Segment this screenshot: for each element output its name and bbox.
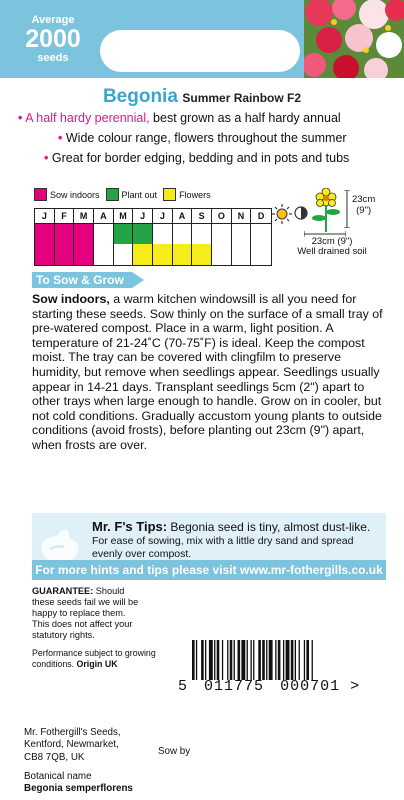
calendar-month-5	[114, 209, 134, 265]
product-name: Begonia	[102, 86, 178, 107]
barcode-bar	[283, 640, 284, 680]
plant-spread: 23cm (9")	[311, 236, 353, 247]
guarantee-label: GUARANTEE:	[32, 586, 94, 596]
calendar-month-label: O	[212, 209, 231, 224]
legend-swatch-plant	[106, 188, 119, 201]
barcode-end-mark: >	[350, 678, 361, 695]
seed-count-badge	[8, 14, 98, 64]
barcode-bar	[266, 640, 267, 680]
barcode-bar	[306, 640, 309, 680]
plant-height-cm: 23cm	[352, 194, 376, 205]
tips-title: Mr. F's Tips:	[92, 519, 168, 534]
botanical-name	[24, 771, 133, 796]
barcode-digits-right: 000701	[280, 678, 341, 695]
calendar-month-10	[212, 209, 232, 265]
legend-flowers	[163, 188, 211, 201]
calendar-cell	[55, 223, 74, 265]
barcode-bar	[217, 640, 220, 680]
tips-heading	[92, 519, 370, 534]
address-line-3: CB8 7QB, UK	[24, 751, 85, 763]
barcode-bar	[278, 640, 281, 680]
seed-count-label-bottom: seeds	[37, 52, 69, 64]
bullet-1-text: best grown as a half hardy annual	[149, 111, 341, 125]
barcode-bar	[312, 640, 313, 680]
barcode-bar	[238, 640, 241, 680]
calendar-month-2	[55, 209, 75, 265]
calendar-month-label: M	[74, 209, 93, 224]
plant-info	[272, 186, 392, 266]
bullet-1: • A half hardy perennial, best grown as a half hardy annual	[18, 111, 341, 125]
barcode-bar	[291, 640, 294, 680]
calendar-legend	[34, 188, 211, 201]
calendar-cell	[192, 244, 211, 265]
legend-swatch-sow	[34, 188, 47, 201]
legend-plant-out	[106, 188, 158, 201]
plant-spread-soil	[272, 237, 392, 257]
guarantee-text: Should these seeds fail we will be happy to replace them. This does not affect your statutory rights.	[32, 586, 139, 640]
sun-icon	[272, 204, 292, 224]
barcode-digit-prefix: 5	[178, 678, 189, 695]
legend-label-plant: Plant out	[121, 189, 158, 200]
barcode-bar	[192, 640, 195, 680]
legend-sow-indoors	[34, 188, 100, 201]
barcode-bar	[234, 640, 235, 680]
partial-shade-icon	[294, 206, 308, 220]
barcode-bar	[209, 640, 213, 680]
calendar-month-4	[94, 209, 114, 265]
barcode-bar	[214, 640, 215, 680]
seed-count-label-top: Average	[31, 14, 75, 26]
barcode-bar	[275, 640, 276, 680]
calendar-month-8	[173, 209, 193, 265]
barcode-bar	[299, 640, 300, 680]
calendar-cell	[35, 223, 54, 265]
calendar-cell	[153, 244, 172, 265]
barcode-bar	[222, 640, 223, 680]
sow-grow-header: To Sow & Grow	[32, 272, 132, 288]
calendar-month-label: N	[232, 209, 251, 224]
calendar-month-3	[74, 209, 94, 265]
legend-swatch-flowers	[163, 188, 176, 201]
legend-label-sow: Sow indoors	[50, 189, 100, 200]
seed-count-number: 2000	[25, 25, 81, 53]
barcode-bar	[295, 640, 296, 680]
barcode-bar	[227, 640, 228, 680]
more-tips-bar: For more hints and tips please visit www.mr-fothergills.co.uk	[32, 560, 386, 580]
calendar-month-12	[251, 209, 271, 265]
calendar-cell	[133, 223, 152, 244]
performance-text: Performance subject to growing conditions.	[32, 648, 156, 669]
calendar-month-label: J	[153, 209, 172, 224]
plant-height-in: (9")	[356, 205, 372, 216]
calendar-month-label: J	[133, 209, 152, 224]
calendar-month-label: J	[35, 209, 54, 224]
legend-label-flowers: Flowers	[179, 189, 211, 200]
bullet-1-highlight: A half hardy perennial,	[25, 111, 150, 125]
flower-photo	[304, 0, 404, 78]
calendar-cell	[133, 244, 152, 265]
barcode-bar	[253, 640, 254, 680]
calendar-month-label: A	[94, 209, 113, 224]
barcode-bars	[178, 640, 378, 680]
performance-note	[32, 648, 172, 670]
tips-text: For ease of sowing, mix with a little dry sand and spread evenly over compost.	[92, 535, 354, 560]
title-pill	[100, 30, 300, 72]
calendar-month-label: S	[192, 209, 211, 224]
calendar-cell	[74, 223, 93, 265]
barcode-digits-left: 011775	[204, 678, 265, 695]
plant-height	[352, 194, 375, 216]
company-address	[24, 727, 121, 764]
barcode-bar	[230, 640, 233, 680]
barcode-bar	[196, 640, 197, 680]
barcode	[178, 640, 378, 694]
flower-plant-icon	[308, 188, 344, 234]
barcode-bar	[205, 640, 206, 680]
sow-text: a warm kitchen windowsill is all you need for starting these seeds. Sow thinly on the surface of a small tray of pre-watered compost. Place in a warm, light position. A temperature of 21-24˚C (70-75˚F) is ideal. Keep the compost moist. The tray can be covered with clingfilm to preserve humidity, but remove when seedlings appear. Seedlings usually appear in 14-21 days. Transplant seedlings 5cm (2") apart to other trays when large enough to handle. Grow on in cooler, but not cold conditions. Gradually accustom young plants to outside conditions (avoid frosts), before planting out 23cm (9") apart, when frosts are over.	[32, 292, 383, 452]
bullet-2-text: Wide colour range, flowers throughout the summer	[65, 131, 347, 145]
calendar-month-9	[192, 209, 212, 265]
calendar-month-7	[153, 209, 173, 265]
bullet-3: • Great for border edging, bedding and in pots and tubs	[44, 151, 350, 165]
botanical-value: Begonia semperflorens	[24, 783, 133, 795]
calendar-month-6	[133, 209, 153, 265]
guarantee	[32, 586, 140, 641]
barcode-bar	[304, 640, 305, 680]
barcode-bar	[201, 640, 204, 680]
height-arrow-icon	[344, 190, 350, 228]
calendar-month-label: F	[55, 209, 74, 224]
barcode-bar	[247, 640, 248, 680]
bullet-2: • Wide colour range, flowers throughout the summer	[58, 131, 347, 145]
hand-icon	[36, 521, 84, 565]
tips-first-line: Begonia seed is tiny, almost dust-like.	[167, 520, 371, 534]
barcode-digits	[178, 678, 360, 695]
calendar-month-11	[232, 209, 252, 265]
product-title	[0, 86, 404, 108]
calendar-month-1	[35, 209, 55, 265]
calendar-cell	[114, 223, 133, 244]
botanical-label: Botanical name	[24, 771, 92, 782]
product-variety: Summer Rainbow F2	[182, 91, 302, 105]
bullet-3-text: Great for border edging, bedding and in pots and tubs	[51, 151, 350, 165]
origin: Origin UK	[74, 659, 118, 669]
barcode-bar	[269, 640, 273, 680]
address-line-1: Mr. Fothergill's Seeds,	[24, 727, 121, 738]
sow-by-label: Sow by	[158, 746, 191, 757]
barcode-bar	[251, 640, 252, 680]
barcode-bar	[262, 640, 265, 680]
sow-lead: Sow indoors,	[32, 292, 110, 306]
address-line-2: Kentford, Newmarket,	[24, 739, 119, 751]
soil-type: Well drained soil	[297, 246, 367, 257]
calendar-month-label: M	[114, 209, 133, 224]
calendar-cell	[173, 244, 192, 265]
calendar-month-label: A	[173, 209, 192, 224]
barcode-bar	[241, 640, 245, 680]
sow-grow-instructions	[32, 292, 386, 453]
barcode-bar	[286, 640, 290, 680]
barcode-bar	[258, 640, 261, 680]
sowing-calendar	[34, 208, 272, 266]
calendar-month-label: D	[251, 209, 271, 224]
